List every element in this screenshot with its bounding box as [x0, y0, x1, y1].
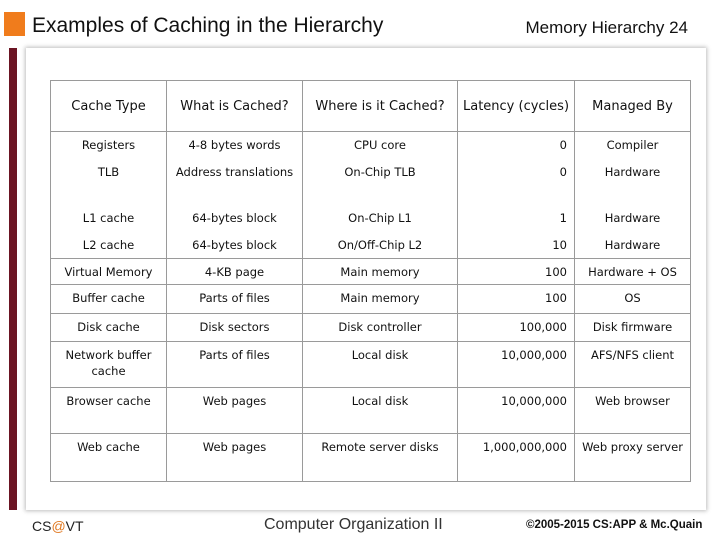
cell-cache-type: Disk cache [51, 314, 167, 342]
cell-where-is-it-cached: Local disk [303, 388, 458, 434]
table-header-row [51, 81, 691, 132]
cell-cache-type: Web cache [51, 434, 167, 482]
cell-what-is-cached: Web pages [167, 388, 303, 434]
table-row [51, 342, 691, 388]
cell-where-is-it-cached: Remote server disks [303, 434, 458, 482]
cell-latency: 0 [458, 159, 575, 205]
cell-latency: 10 [458, 232, 575, 259]
cell-what-is-cached: 4-KB page [167, 259, 303, 285]
cell-what-is-cached: 64-bytes block [167, 205, 303, 232]
cell-managed-by: Hardware [575, 205, 691, 232]
table-row [51, 259, 691, 285]
cell-cache-type: L1 cache [51, 205, 167, 232]
cell-cache-type: Buffer cache [51, 285, 167, 314]
left-accent-bar [9, 48, 17, 510]
cell-what-is-cached: Web pages [167, 434, 303, 482]
cell-where-is-it-cached: Main memory [303, 259, 458, 285]
header-cache-type: Cache Type [51, 81, 167, 132]
cache-examples-table [50, 80, 691, 482]
cell-what-is-cached: 4-8 bytes words [167, 132, 303, 159]
cell-cache-type: Browser cache [51, 388, 167, 434]
cell-managed-by: Web proxy server [575, 434, 691, 482]
cell-latency: 10,000,000 [458, 342, 575, 388]
section-title: Memory Hierarchy [525, 18, 665, 37]
cell-latency: 100,000 [458, 314, 575, 342]
cell-latency: 1 [458, 205, 575, 232]
cell-cache-type: Network buffer cache [51, 342, 167, 388]
cell-what-is-cached: Address translations [167, 159, 303, 205]
cell-where-is-it-cached: Local disk [303, 342, 458, 388]
cell-what-is-cached: Disk sectors [167, 314, 303, 342]
cell-latency: 0 [458, 132, 575, 159]
cell-latency: 100 [458, 285, 575, 314]
table-row [51, 132, 691, 159]
header-where-is-it-cached: Where is it Cached? [303, 81, 458, 132]
cell-cache-type: TLB [51, 159, 167, 205]
cell-cache-type: L2 cache [51, 232, 167, 259]
footer-course-tag [32, 518, 84, 534]
table-row [51, 285, 691, 314]
cell-managed-by: Disk firmware [575, 314, 691, 342]
header-what-is-cached: What is Cached? [167, 81, 303, 132]
title-accent-square [4, 12, 25, 36]
cell-managed-by: Web browser [575, 388, 691, 434]
table-row [51, 434, 691, 482]
cell-where-is-it-cached: On/Off-Chip L2 [303, 232, 458, 259]
slide-section-header [525, 18, 688, 38]
cell-managed-by: Hardware + OS [575, 259, 691, 285]
cell-what-is-cached: Parts of files [167, 285, 303, 314]
footer-at: @ [51, 518, 66, 534]
cell-where-is-it-cached: On-Chip TLB [303, 159, 458, 205]
cell-where-is-it-cached: Disk controller [303, 314, 458, 342]
table-row [51, 205, 691, 232]
cell-managed-by: Hardware [575, 159, 691, 205]
footer-copyright: ©2005-2015 CS:APP & Mc.Quain [526, 519, 703, 531]
cell-cache-type: Registers [51, 132, 167, 159]
footer-course-name: Computer Organization II [264, 516, 443, 533]
slide-title: Examples of Caching in the Hierarchy [32, 14, 384, 37]
table-row [51, 232, 691, 259]
page-number: 24 [669, 18, 688, 37]
cell-managed-by: Hardware [575, 232, 691, 259]
cell-latency: 1,000,000,000 [458, 434, 575, 482]
cell-what-is-cached: Parts of files [167, 342, 303, 388]
cell-where-is-it-cached: CPU core [303, 132, 458, 159]
cell-latency: 100 [458, 259, 575, 285]
cell-where-is-it-cached: On-Chip L1 [303, 205, 458, 232]
cell-managed-by: Compiler [575, 132, 691, 159]
table-row [51, 388, 691, 434]
cell-managed-by: AFS/NFS client [575, 342, 691, 388]
cell-what-is-cached: 64-bytes block [167, 232, 303, 259]
footer-cs: CS [32, 518, 52, 534]
footer-vt: VT [65, 518, 84, 534]
cell-where-is-it-cached: Main memory [303, 285, 458, 314]
cell-cache-type: Virtual Memory [51, 259, 167, 285]
table-row [51, 314, 691, 342]
cell-managed-by: OS [575, 285, 691, 314]
header-managed-by: Managed By [575, 81, 691, 132]
table-row [51, 159, 691, 205]
cell-latency: 10,000,000 [458, 388, 575, 434]
header-latency: Latency (cycles) [458, 81, 575, 132]
